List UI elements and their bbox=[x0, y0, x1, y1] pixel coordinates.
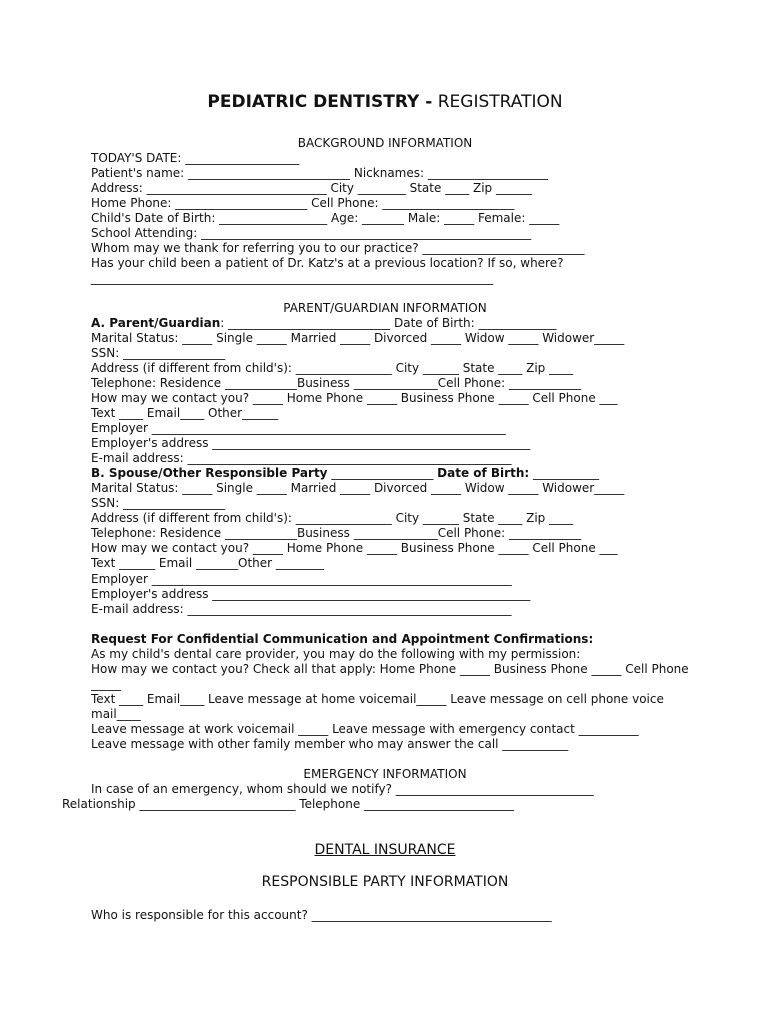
background-heading: BACKGROUND INFORMATION bbox=[297, 136, 473, 150]
page-title bbox=[0, 92, 770, 112]
responsible-account-field[interactable]: Who is responsible for this account? ________________________________________ bbox=[91, 908, 552, 922]
request-voicemail-cont-field[interactable]: mail____ bbox=[91, 707, 141, 721]
patient-name-field[interactable]: Patient's name: ___________________________ Nicknames: ____________________ bbox=[91, 166, 548, 180]
request-intro: As my child's dental care provider, you may do the following with my permission: bbox=[91, 647, 581, 661]
parent-a-rest: : ___________________________ Date of Birth: _____________ bbox=[220, 316, 557, 330]
parent-address-field[interactable]: Address (if different from child's): ________________ City ______ State ____ Zip ____ bbox=[91, 361, 574, 375]
parent-a-label: A. Parent/Guardian bbox=[91, 316, 221, 330]
previous-location-field[interactable]: ___________________________________________________________________ bbox=[91, 271, 493, 285]
request-contact-method-field[interactable]: How may we contact you? Check all that apply: Home Phone _____ Business Phone _____ Cell Phone bbox=[91, 662, 689, 676]
parent-contact-other-field[interactable]: Text ____ Email____ Other______ bbox=[91, 406, 279, 420]
request-cell-phone-field[interactable]: _____ bbox=[91, 677, 121, 691]
request-family-member-field[interactable]: Leave message with other family member who may answer the call ___________ bbox=[91, 737, 569, 751]
parent-email-field[interactable]: E-mail address: ______________________________________________________ bbox=[91, 451, 512, 465]
emergency-contact-field[interactable]: In case of an emergency, whom should we notify? _________________________________ bbox=[91, 782, 594, 796]
school-field[interactable]: School Attending: _______________________________________________________ bbox=[91, 226, 532, 240]
parent-telephone-field[interactable]: Telephone: Residence ____________Business ______________Cell Phone: ____________ bbox=[91, 376, 581, 390]
spouse-ssn-field[interactable]: SSN: _________________ bbox=[91, 496, 226, 510]
spouse-contact-other-field[interactable]: Text ______ Email _______Other ________ bbox=[91, 556, 324, 570]
previous-patient-question: Has your child been a patient of Dr. Katz's at a previous location? If so, where? bbox=[91, 256, 564, 270]
parent-b-rest: ___________ bbox=[529, 466, 599, 480]
referral-field[interactable]: Whom may we thank for referring you to our practice? ___________________________ bbox=[91, 241, 585, 255]
emergency-heading: EMERGENCY INFORMATION bbox=[303, 767, 467, 781]
child-dob-field[interactable]: Child's Date of Birth: __________________ Age: _______ Male: _____ Female: _____ bbox=[91, 211, 560, 225]
dental-insurance-heading: DENTAL INSURANCE bbox=[314, 842, 456, 858]
spouse-employer-field[interactable]: Employer ____________________________________________________________ bbox=[91, 572, 512, 586]
request-heading: Request For Confidential Communication and Appointment Confirmations: bbox=[91, 632, 594, 646]
spouse-email-field[interactable]: E-mail address: ______________________________________________________ bbox=[91, 602, 512, 616]
spouse-field[interactable] bbox=[91, 466, 599, 481]
emergency-relationship-field[interactable]: Relationship __________________________ Telephone _________________________ bbox=[62, 797, 515, 811]
spouse-employer-address-field[interactable]: Employer's address _____________________________________________________ bbox=[91, 587, 531, 601]
todays-date-field[interactable]: TODAY'S DATE: ___________________ bbox=[91, 151, 300, 165]
spouse-telephone-field[interactable]: Telephone: Residence ____________Business ______________Cell Phone: ____________ bbox=[91, 526, 581, 540]
parent-b-dob: Date of Birth: bbox=[437, 466, 530, 480]
parent-heading: PARENT/GUARDIAN INFORMATION bbox=[283, 301, 487, 315]
phone-field[interactable]: Home Phone: ______________________ Cell Phone: ______________________ bbox=[91, 196, 515, 210]
request-work-voicemail-field[interactable]: Leave message at work voicemail _____ Leave message with emergency contact __________ bbox=[91, 722, 639, 736]
spouse-contact-method-field[interactable]: How may we contact you? _____ Home Phone _____ Business Phone _____ Cell Phone ___ bbox=[91, 541, 618, 555]
parent-contact-method-field[interactable]: How may we contact you? _____ Home Phone _____ Business Phone _____ Cell Phone ___ bbox=[91, 391, 618, 405]
parent-guardian-field[interactable] bbox=[91, 316, 557, 331]
spouse-marital-status-field[interactable]: Marital Status: _____ Single _____ Married _____ Divorced _____ Widow _____ Widower_____ bbox=[91, 481, 625, 495]
title-rest: REGISTRATION bbox=[432, 92, 563, 112]
spouse-address-field[interactable]: Address (if different from child's): ________________ City ______ State ____ Zip ____ bbox=[91, 511, 574, 525]
title-bold: PEDIATRIC DENTISTRY - bbox=[207, 92, 433, 112]
parent-ssn-field[interactable]: SSN: _________________ bbox=[91, 346, 226, 360]
address-field[interactable]: Address: ______________________________ City ________ State ____ Zip ______ bbox=[91, 181, 532, 195]
parent-employer-address-field[interactable]: Employer's address _____________________________________________________ bbox=[91, 436, 531, 450]
parent-employer-field[interactable]: Employer ___________________________________________________________ bbox=[91, 421, 506, 435]
responsible-party-heading: RESPONSIBLE PARTY INFORMATION bbox=[261, 874, 509, 890]
parent-marital-status-field[interactable]: Marital Status: _____ Single _____ Married _____ Divorced _____ Widow _____ Widower_____ bbox=[91, 331, 625, 345]
parent-b-mid: _________________ bbox=[327, 466, 438, 480]
request-voicemail-field[interactable]: Text ____ Email____ Leave message at home voicemail_____ Leave message on cell phone voice bbox=[91, 692, 664, 706]
parent-b-label: B. Spouse/Other Responsible Party bbox=[91, 466, 328, 480]
